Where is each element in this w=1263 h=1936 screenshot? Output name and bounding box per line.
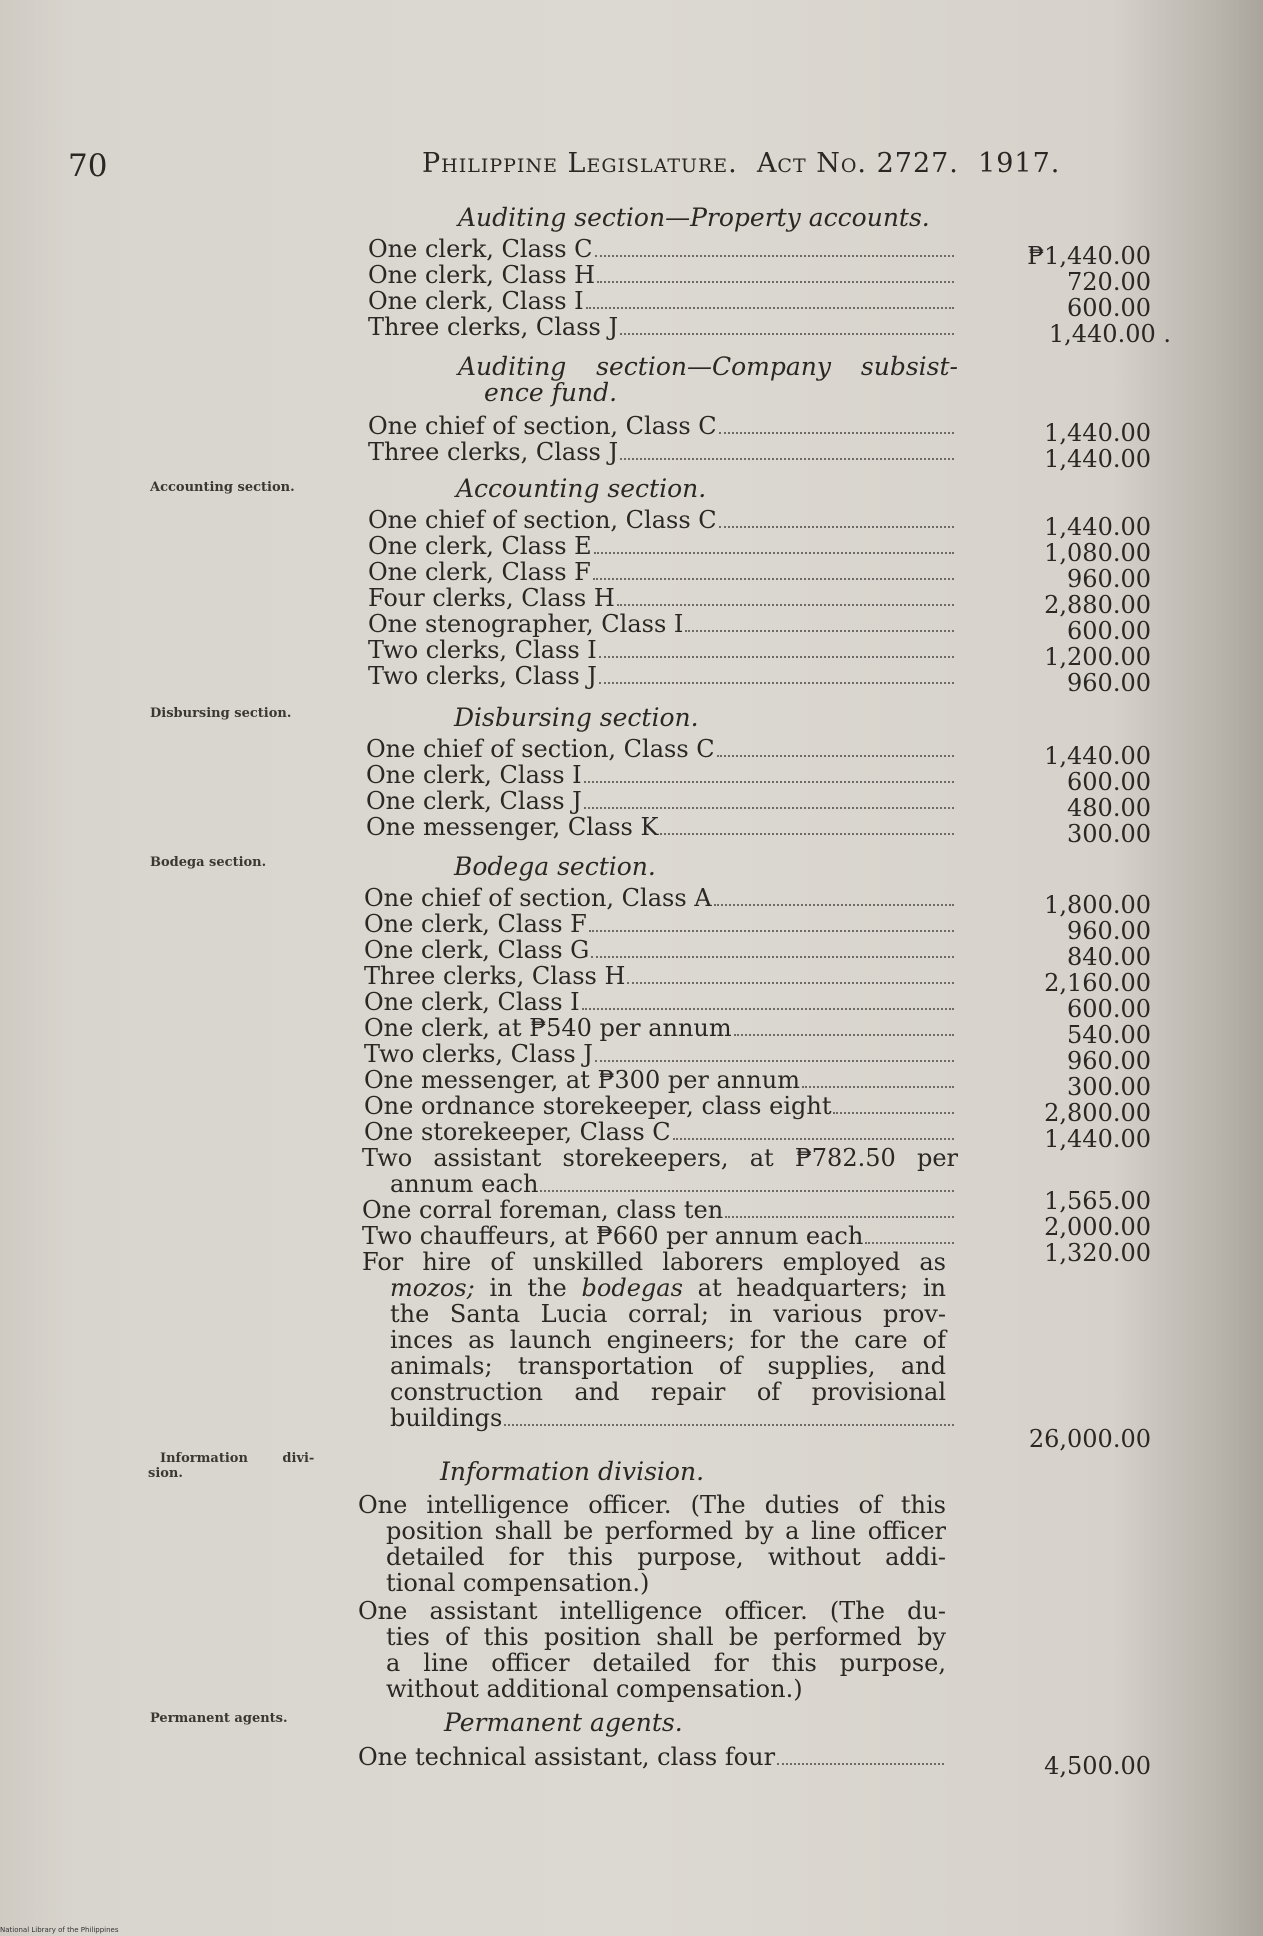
margin-note-accounting: Accounting section.: [150, 480, 295, 495]
laborers-line5: animals; transportation of supplies, and: [390, 1352, 946, 1380]
list-item: [364, 937, 958, 964]
leader-dots: [719, 526, 954, 528]
leader-dots: [540, 1190, 954, 1192]
item-label: One chief of section, Class C: [368, 506, 717, 534]
leader-dots: [617, 604, 954, 606]
list-item: [364, 1067, 958, 1094]
act-number: Act No. 2727.: [756, 148, 959, 179]
item-amount: 1,080.00: [1044, 539, 1151, 567]
leader-dots: [673, 1138, 954, 1140]
list-item: [368, 637, 958, 664]
item-label: Two clerks, Class J: [368, 662, 597, 690]
item-amount: 600.00: [1067, 995, 1151, 1023]
laborers-line3: the Santa Lucia corral; in various prov-: [390, 1300, 946, 1328]
item-amount: ₱1,440.00: [1027, 242, 1151, 270]
list-item: [364, 1041, 958, 1068]
leader-dots: [595, 255, 954, 257]
item-label: One clerk, Class G: [364, 936, 590, 964]
leader-dots: [802, 1086, 954, 1088]
item-label: One messenger, Class K: [366, 813, 659, 841]
item-label: One clerk, at ₱540 per annum: [364, 1014, 732, 1042]
item-label: Three clerks, Class J: [368, 438, 619, 466]
item-amount: 2,160.00: [1044, 969, 1151, 997]
item-label: Three clerks, Class J: [368, 313, 619, 341]
scan-footer: National Library of the Philippines: [0, 1926, 119, 1934]
assistant-intelligence-line3: a line officer detailed for this purpose,: [386, 1649, 946, 1677]
margin-note-information-line1: Information divi-: [160, 1451, 315, 1466]
list-item: [368, 507, 958, 534]
heading-company-fund: Auditing section—Company subsist-: [458, 352, 958, 381]
item-amount: 960.00: [1067, 565, 1151, 593]
item-label: One clerk, Class F: [364, 910, 587, 938]
margin-note-permanent: Permanent agents.: [150, 1711, 288, 1726]
item-label: One stenographer, Class I: [368, 610, 684, 638]
heading-information: Information division.: [440, 1457, 705, 1486]
laborers-line6: construction and repair of provisional: [390, 1378, 946, 1406]
item-label: Four clerks, Class H: [368, 584, 615, 612]
item-label: One clerk, Class I: [368, 287, 584, 315]
list-item: [368, 236, 958, 263]
leader-dots: [865, 1242, 954, 1244]
item-amount: 1,440.00: [1044, 742, 1151, 770]
leader-dots: [584, 781, 954, 783]
item-label: Two clerks, Class I: [368, 636, 597, 664]
item-amount: 1,440.00 .: [1048, 320, 1171, 348]
heading-accounting: Accounting section.: [456, 474, 707, 503]
leader-dots: [504, 1424, 954, 1426]
heading-company-fund-cont: ence fund.: [484, 378, 618, 407]
list-item: [368, 413, 958, 440]
laborers-line1: For hire of unskilled laborers employed as: [362, 1248, 946, 1276]
leader-dots: [593, 578, 954, 580]
list-item: [366, 788, 958, 815]
item-amount: 540.00: [1067, 1021, 1151, 1049]
item-amount: 1,320.00: [1044, 1239, 1151, 1267]
heading-permanent: Permanent agents.: [444, 1708, 683, 1737]
leader-dots: [627, 982, 954, 984]
item-label: One ordnance storekeeper, class eight: [364, 1092, 832, 1120]
item-label: One clerk, Class H: [368, 261, 596, 289]
laborers-line4: inces as launch engineers; for the care of: [390, 1326, 946, 1354]
leader-dots: [685, 630, 954, 632]
item-amount: 720.00: [1067, 268, 1151, 296]
list-item: [368, 288, 958, 315]
intelligence-officer-line2: position shall be performed by a line officer: [386, 1517, 946, 1545]
item-label: One clerk, Class F: [368, 558, 591, 586]
margin-note-bodega: Bodega section.: [150, 855, 267, 870]
item-amount: 1,565.00: [1044, 1187, 1151, 1215]
list-item: [358, 1744, 948, 1771]
item-label: One clerk, Class C: [368, 235, 593, 263]
item-amount: 4,500.00: [1044, 1752, 1151, 1780]
list-item: [364, 911, 958, 938]
leader-dots: [586, 307, 954, 309]
assistant-intelligence-line4: without additional compensation.): [386, 1675, 803, 1703]
list-item: [368, 663, 958, 690]
item-label: Two chauffeurs, at ₱660 per annum each: [362, 1222, 864, 1250]
item-amount: 1,440.00: [1044, 1125, 1151, 1153]
intelligence-officer-line4: tional compensation.): [386, 1569, 650, 1597]
item-label: Two clerks, Class J: [364, 1040, 593, 1068]
list-item: [364, 963, 958, 990]
intelligence-officer-line1: One intelligence officer. (The duties of this: [358, 1491, 946, 1519]
assistant-storekeepers-line1: Two assistant storekeepers, at ₱782.50 per: [362, 1144, 958, 1172]
leader-dots: [660, 833, 954, 835]
leader-dots: [594, 552, 954, 554]
leader-dots: [725, 1216, 954, 1218]
item-amount: 1,200.00: [1044, 643, 1151, 671]
item-amount: 840.00: [1067, 943, 1151, 971]
item-amount: 2,880.00: [1044, 591, 1151, 619]
item-amount: 960.00: [1067, 917, 1151, 945]
laborers-line2: mozos; in the bodegas at headquarters; in: [390, 1274, 946, 1302]
leader-dots: [734, 1034, 954, 1036]
leader-dots: [599, 656, 954, 658]
item-amount: 600.00: [1067, 768, 1151, 796]
item-label: One storekeeper, Class C: [364, 1118, 671, 1146]
year: 1917.: [978, 148, 1061, 179]
item-label: One chief of section, Class C: [368, 412, 717, 440]
item-label: One clerk, Class I: [366, 761, 582, 789]
leader-dots: [714, 904, 954, 906]
list-item: [362, 1223, 958, 1250]
item-label: One corral foreman, class ten: [362, 1196, 724, 1224]
leader-dots: [620, 333, 954, 335]
intelligence-officer-line3: detailed for this purpose, without addi-: [386, 1543, 946, 1571]
leader-dots: [777, 1763, 944, 1765]
item-amount: 600.00: [1067, 294, 1151, 322]
list-item: [364, 885, 958, 912]
assistant-intelligence-line2: ties of this position shall be performed by: [386, 1623, 946, 1651]
margin-note-information-line2: sion.: [148, 1466, 183, 1481]
item-label: One chief of section, Class C: [366, 735, 715, 763]
item-label: buildings: [390, 1404, 503, 1432]
list-item: [368, 559, 958, 586]
leader-dots: [584, 807, 954, 809]
item-label: One clerk, Class E: [368, 532, 592, 560]
item-amount: 2,800.00: [1044, 1099, 1151, 1127]
item-amount: 480.00: [1067, 794, 1151, 822]
item-label: One chief of section, Class A: [364, 884, 712, 912]
list-item: [368, 262, 958, 289]
list-item: [364, 1119, 958, 1146]
item-amount: 1,440.00: [1044, 513, 1151, 541]
item-amount: 960.00: [1067, 669, 1151, 697]
item-amount: 1,440.00: [1044, 445, 1151, 473]
assistant-intelligence-line1: One assistant intelligence officer. (The du-: [358, 1597, 946, 1625]
heading-property-accounts: Auditing section—Property accounts.: [458, 203, 930, 232]
list-item: [368, 314, 958, 341]
list-item: [368, 533, 958, 560]
item-amount: 960.00: [1067, 1047, 1151, 1075]
item-amount: 1,800.00: [1044, 891, 1151, 919]
list-item: [366, 736, 958, 763]
list-item: [362, 1197, 958, 1224]
margin-note-disbursing: Disbursing section.: [150, 706, 292, 721]
margin-note-information: [148, 1451, 315, 1481]
item-amount: 600.00: [1067, 617, 1151, 645]
list-item: [364, 1015, 958, 1042]
leader-dots: [719, 432, 954, 434]
heading-disbursing: Disbursing section.: [454, 703, 699, 732]
heading-bodega: Bodega section.: [454, 852, 656, 881]
list-item: [366, 814, 958, 841]
leader-dots: [589, 930, 954, 932]
list-item: [368, 585, 958, 612]
list-item: [368, 439, 958, 466]
list-item: [390, 1171, 958, 1198]
list-item: [368, 611, 958, 638]
running-head-title: Philippine Legislature.: [422, 148, 738, 179]
item-label: Three clerks, Class H: [364, 962, 626, 990]
item-label: One messenger, at ₱300 per annum: [364, 1066, 800, 1094]
item-amount: 1,440.00: [1044, 419, 1151, 447]
item-label: One technical assistant, class four: [358, 1743, 776, 1771]
item-amount: 300.00: [1067, 1073, 1151, 1101]
leader-dots: [620, 458, 954, 460]
leader-dots: [597, 281, 954, 283]
list-item: [364, 989, 958, 1016]
item-label: One clerk, Class I: [364, 988, 580, 1016]
leader-dots: [599, 682, 954, 684]
leader-dots: [582, 1008, 954, 1010]
list-item: [366, 762, 958, 789]
running-head: [422, 148, 1060, 179]
list-item: [364, 1093, 958, 1120]
item-amount: 2,000.00: [1044, 1213, 1151, 1241]
item-amount: 26,000.00: [1028, 1425, 1151, 1453]
page-number: 70: [68, 148, 108, 184]
leader-dots: [833, 1112, 954, 1114]
leader-dots: [717, 755, 954, 757]
list-item: [390, 1405, 958, 1432]
leader-dots: [591, 956, 954, 958]
item-label: One clerk, Class J: [366, 787, 582, 815]
item-label: annum each: [390, 1170, 539, 1198]
item-amount: 300.00: [1067, 820, 1151, 848]
leader-dots: [595, 1060, 954, 1062]
